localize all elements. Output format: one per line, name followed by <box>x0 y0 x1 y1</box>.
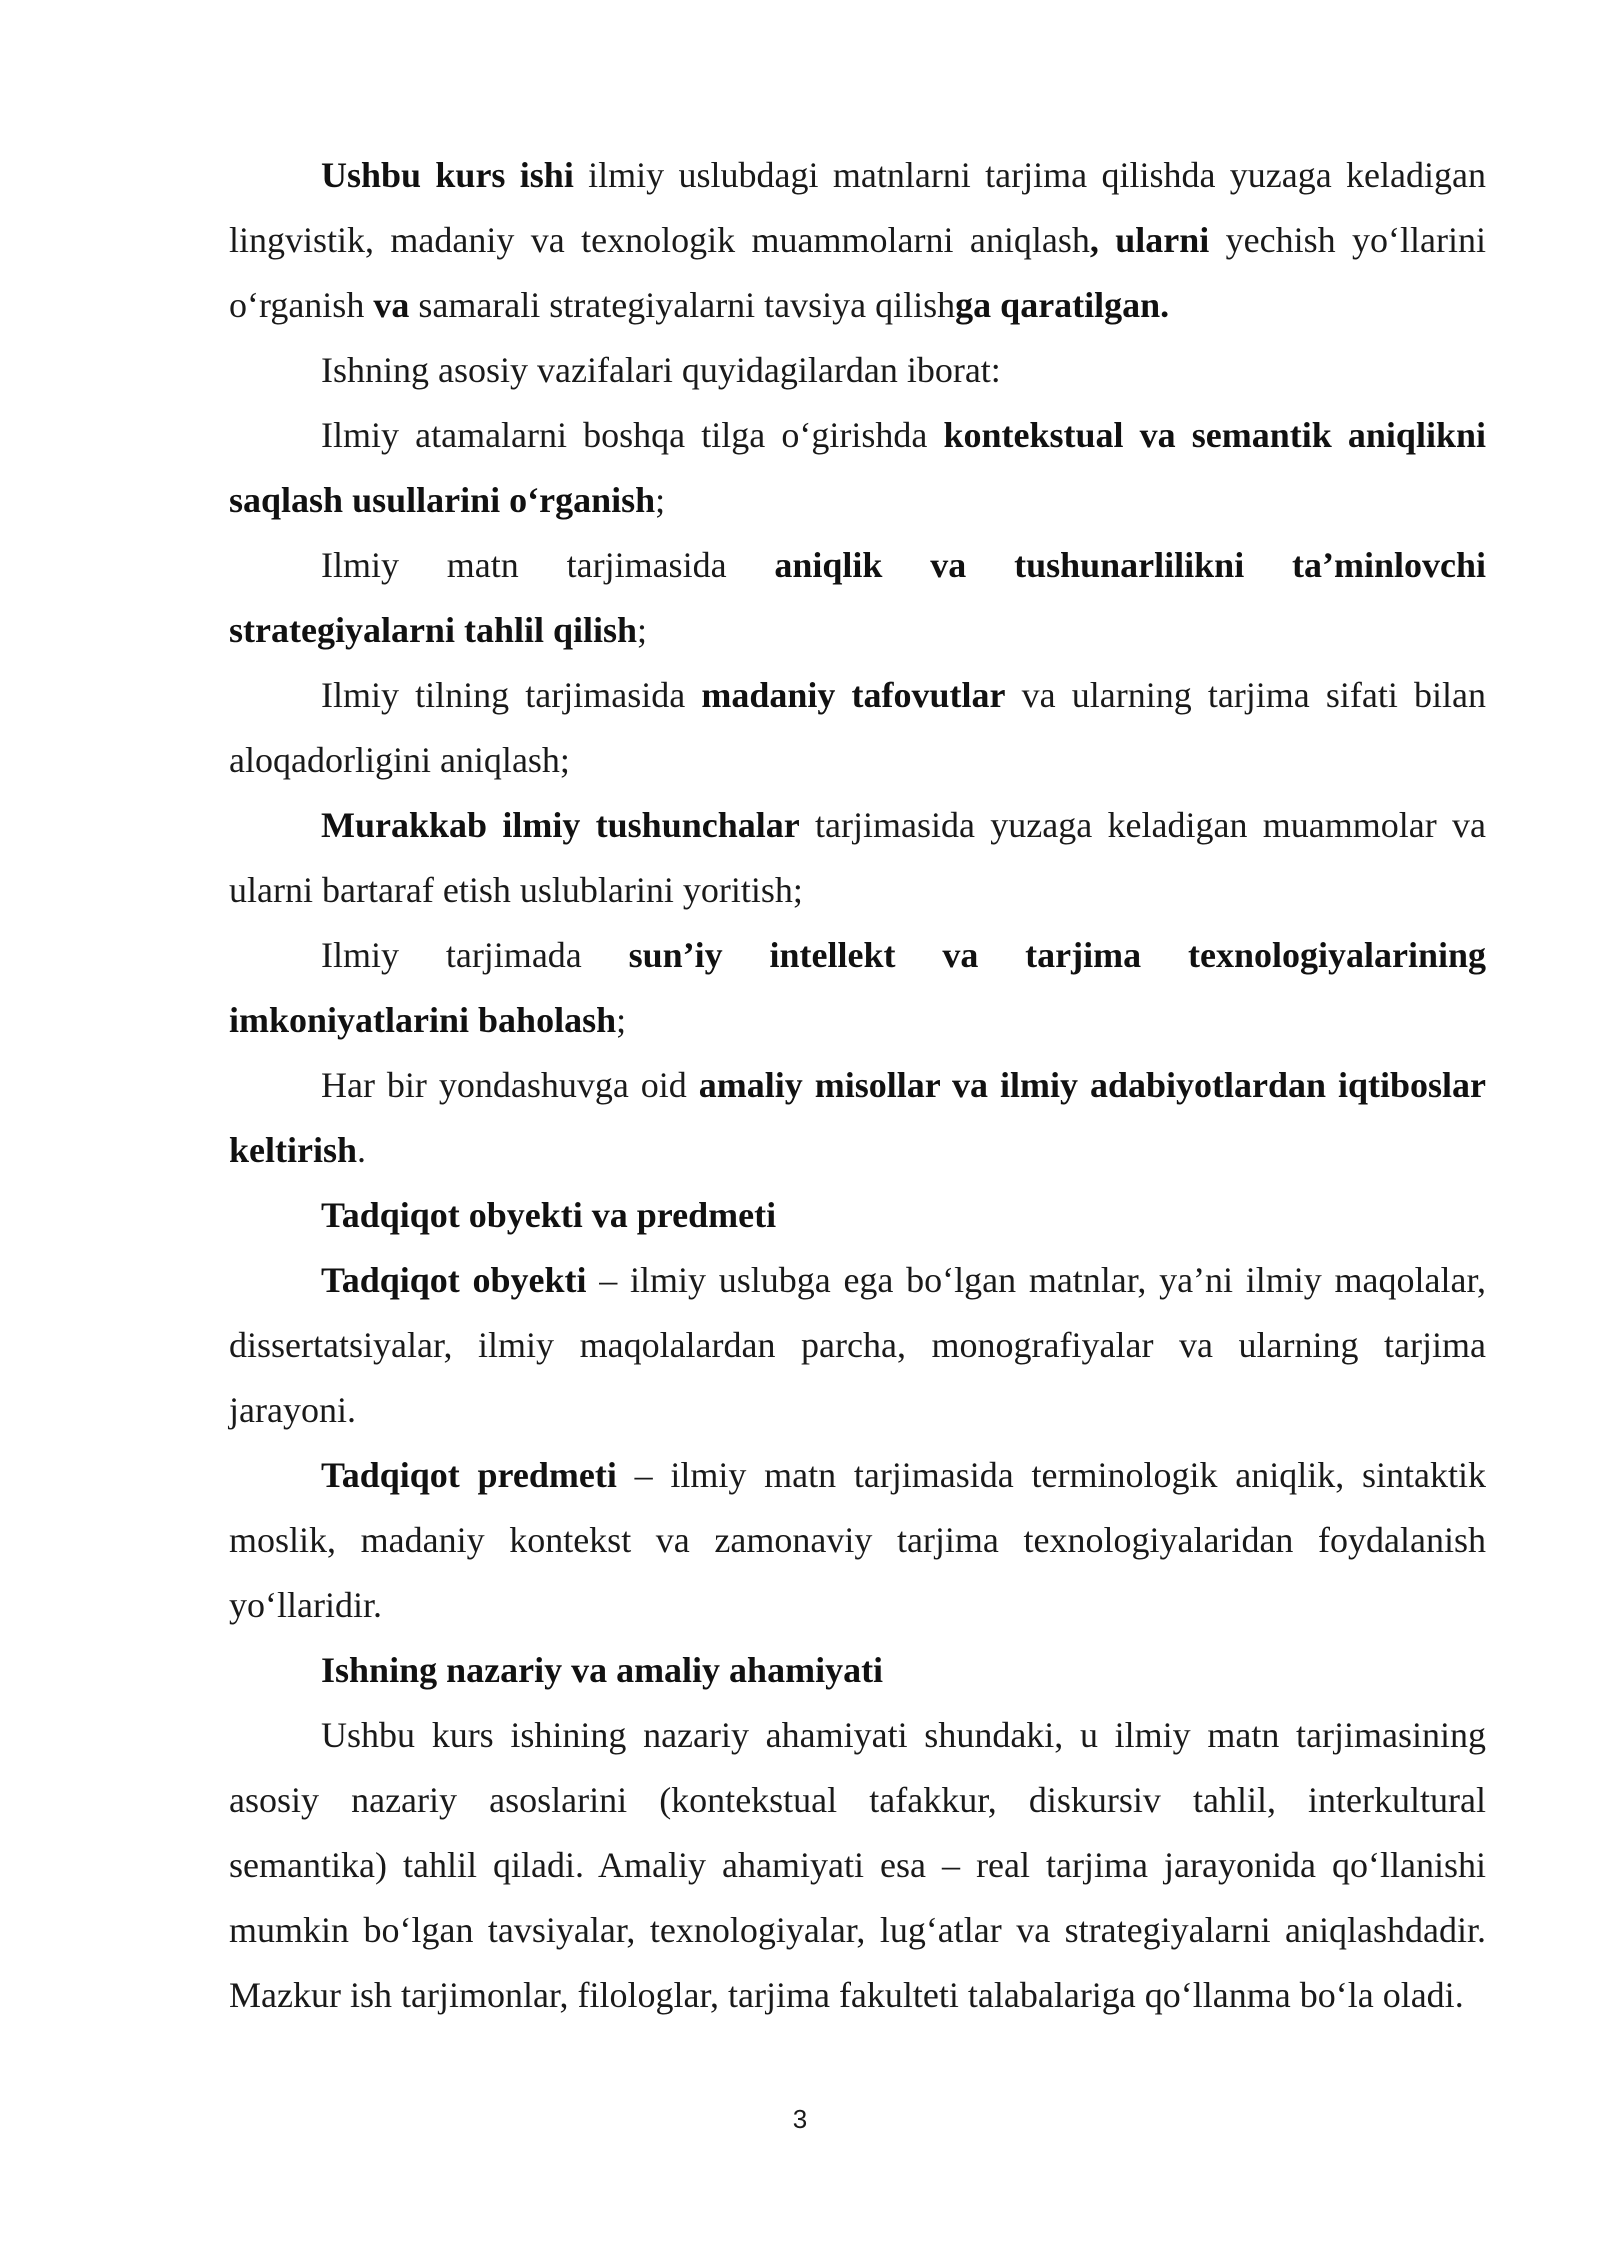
paragraph-task-6 <box>229 1053 1486 1183</box>
paragraph-task-2 <box>229 533 1486 663</box>
paragraph-task-5 <box>229 923 1486 1053</box>
paragraph-heading-object <box>229 1183 1486 1248</box>
text-run: . <box>357 1130 367 1170</box>
text-run: Ilmiy tarjimada <box>321 935 629 975</box>
text-run: – ilmiy uslubga ega bo‘lgan matnlar, ya’ni ilmiy maqolalar, dissertatsiyalar, ilmiy maqolalardan parcha, monografiyalar va ularning tarjima jarayoni. <box>229 1260 1486 1430</box>
paragraph-significance <box>229 1703 1486 2028</box>
text-run: ilmiy uslubdagi matnlarni tarjima qilishda yuzaga keladigan lingvistik, madaniy va texnologik muammolarni aniqlash <box>229 155 1486 260</box>
bold-run: madaniy tafovutlar <box>701 675 1006 715</box>
paragraph-task-4 <box>229 793 1486 923</box>
text-run: yechish yo‘llarini o‘rganish <box>229 220 1486 325</box>
paragraph-tasks-intro <box>229 338 1486 403</box>
paragraph-task-1 <box>229 403 1486 533</box>
text-run: tarjimasida yuzaga keladigan muammolar va ularni bartaraf etish uslublarini yoritish; <box>229 805 1486 910</box>
bold-run: aniqlik va tushunarlilikni ta’minlovchi strategiyalarni tahlil qilish <box>229 545 1486 650</box>
bold-run: Ushbu kurs ishi <box>321 155 574 195</box>
bold-run: Tadqiqot obyekti <box>321 1260 587 1300</box>
paragraph-subject <box>229 1443 1486 1638</box>
text-run: Ishning asosiy vazifalari quyidagilardan iborat: <box>321 350 1001 390</box>
bold-run: Tadqiqot predmeti <box>321 1455 617 1495</box>
text-run: Ilmiy matn tarjimasida <box>321 545 775 585</box>
bold-run: , ularni <box>1089 220 1210 260</box>
text-run: samarali strategiyalarni tavsiya qilish <box>409 285 956 325</box>
text-run: va ularning tarjima sifati bilan aloqadorligini aniqlash; <box>229 675 1487 780</box>
paragraph-object <box>229 1248 1486 1443</box>
bold-run: ga qaratilgan. <box>955 285 1170 325</box>
paragraph-intro <box>229 143 1486 338</box>
text-run: ; <box>655 480 666 520</box>
text-run: Ilmiy tilning tarjimasida <box>321 675 702 715</box>
bold-run: amaliy misollar va ilmiy adabiyotlardan iqtiboslar keltirish <box>229 1065 1486 1170</box>
text-run: ; <box>616 1000 627 1040</box>
paragraph-task-3 <box>229 663 1486 793</box>
bold-run: va <box>373 285 410 325</box>
bold-run: Murakkab ilmiy tushunchalar <box>321 805 800 845</box>
bold-run: kontekstual va semantik aniqlikni saqlash usullarini o‘rganish <box>229 415 1486 520</box>
page-body <box>229 143 1486 2028</box>
page-number: 3 <box>792 2104 808 2134</box>
text-run: ; <box>637 610 648 650</box>
bold-run: sun’iy intellekt va tarjima texnologiyalarining imkoniyatlarini baholash <box>229 935 1486 1040</box>
bold-run: Ishning nazariy va amaliy ahamiyati <box>321 1650 884 1690</box>
text-run: Ushbu kurs ishining nazariy ahamiyati shundaki, u ilmiy matn tarjimasining asosiy nazariy asoslarini (kontekstual tafakkur, diskursiv tahlil, interkultural semantika) tahlil qiladi. Amaliy ahamiyati esa – real tarjima jarayonida qo‘llanishi mumkin bo‘lgan tavsiyalar, texnologiyalar, lug‘atlar va strategiyalarni aniqlashdadir. Mazkur ish tarjimonlar, filologlar, tarjima fakulteti talabalariga qo‘llanma bo‘la oladi. <box>229 1715 1486 2015</box>
bold-run: Tadqiqot obyekti va predmeti <box>321 1195 777 1235</box>
text-run: – ilmiy matn tarjimasida terminologik aniqlik, sintaktik moslik, madaniy kontekst va zamonaviy tarjima texnologiyalaridan foydalanish yo‘llaridir. <box>229 1455 1486 1625</box>
text-run: Ilmiy atamalarni boshqa tilga o‘girishda <box>321 415 944 455</box>
text-run: Har bir yondashuvga oid <box>321 1065 699 1105</box>
paragraph-heading-significance <box>229 1638 1486 1703</box>
